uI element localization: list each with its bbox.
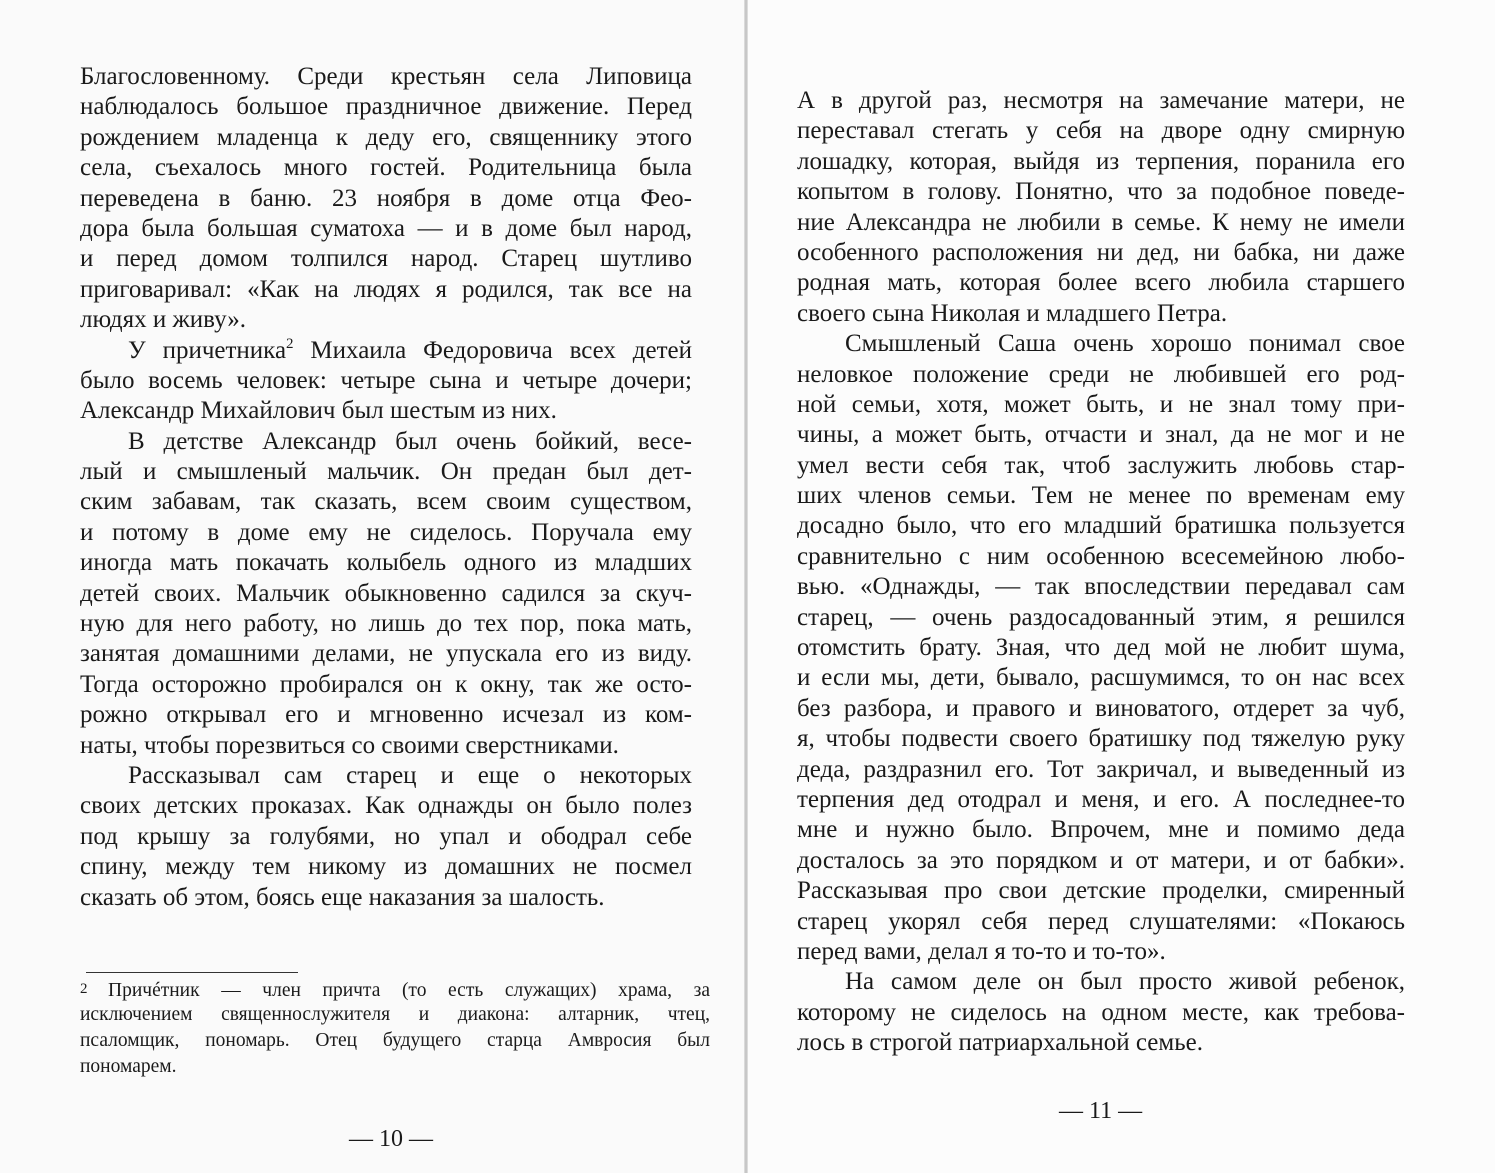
line-text: В детстве Александр был очень бойкий, весе-: [128, 427, 692, 455]
line-text: Тогда осторожно пробирался он к окну, так же осто-: [80, 670, 692, 698]
text-line: [80, 123, 692, 153]
line-text: неловкое положение среди не любившей его род-: [797, 360, 1405, 388]
line-text: иногда мать покачать колыбель одного из младших: [80, 549, 692, 577]
footnote-text: псаломщик, пономарь. Отец будущего старца Амвросия был: [80, 1030, 710, 1051]
text-line: [80, 305, 692, 335]
text-line: [80, 761, 692, 791]
footnote-text: исключением священнослужителя и диакона: алтарник, чтец,: [80, 1004, 710, 1025]
line-text: и перед домом толпился народ. Старец шутливо: [80, 245, 692, 273]
line-text: ние Александра не любили в семье. К нему не имели: [797, 208, 1405, 236]
text-line: [797, 603, 1405, 633]
line-text: рождением младенца к деду его, священнику этого: [80, 123, 692, 151]
line-text: сравнительно с ним особенною всесемейною любо-: [797, 542, 1405, 570]
left-body-text: [80, 62, 692, 913]
text-line: [80, 822, 692, 852]
text-line: [797, 299, 1405, 329]
text-line: [80, 366, 692, 396]
line-text: наблюдалось большое праздничное движение. Перед: [80, 93, 692, 121]
text-line: [797, 542, 1405, 572]
text-line: [797, 329, 1405, 359]
line-text: ную для него работу, но лишь до тех пор, пока мать,: [80, 610, 692, 638]
text-line: [80, 852, 692, 882]
text-line: [797, 633, 1405, 663]
text-line: [797, 147, 1405, 177]
line-text: спину, между тем никому из домашних не посмел: [80, 853, 692, 881]
text-line: [797, 876, 1405, 906]
text-line: [797, 907, 1405, 937]
line-text: особенного расположения ни дед, ни бабка, ни даже: [797, 238, 1405, 266]
footnote-line: [80, 1028, 710, 1054]
text-line: [80, 487, 692, 517]
text-line: [797, 815, 1405, 845]
line-text: копытом в голову. Понятно, что за подобное поведе-: [797, 178, 1405, 206]
line-text: Рассказывал сам старец и еще о некоторых: [128, 761, 692, 789]
footnote-mark: 2: [80, 981, 88, 997]
text-line: [797, 420, 1405, 450]
left-page: [0, 0, 744, 1173]
page-number-right: — 11 —: [1059, 1098, 1143, 1124]
line-text: умел вести себя так, чтоб заслужить любовь стар-: [797, 451, 1405, 479]
text-line: [797, 572, 1405, 602]
line-text: старец, — очень раздосадованный этим, я решился: [797, 603, 1405, 631]
text-line: [797, 755, 1405, 785]
line-text: перед вами, делал я то-то и то-то».: [797, 937, 1166, 965]
text-line: [80, 244, 692, 274]
line-text: досталось за это порядком и от матери, и от бабки».: [797, 846, 1405, 874]
line-text: без разбора, и правого и виноватого, отдерет за чуб,: [797, 694, 1405, 722]
line-text: было восемь человек: четыре сына и четыре дочери;: [80, 366, 692, 394]
text-line: [797, 785, 1405, 815]
footnote-reference: 2: [286, 335, 294, 352]
line-text: терпения дед отодрал и меня, и его. А последнее-то: [797, 785, 1405, 813]
footnote-line: [80, 976, 710, 1002]
text-line: [80, 518, 692, 548]
line-text: занятая домашними делами, не упускала его из виду.: [80, 640, 692, 668]
text-line: [80, 670, 692, 700]
line-text-continued: Михаила Федоровича всех детей: [293, 336, 692, 364]
line-text: переведена в баню. 23 ноября в доме отца Фео-: [80, 184, 692, 212]
line-text: отомстить брату. Зная, что дед мой не любит шума,: [797, 634, 1405, 662]
text-line: [80, 548, 692, 578]
line-text: людях и живу».: [80, 306, 246, 334]
text-line: [797, 177, 1405, 207]
line-text: переставал стегать у себя на дворе одну смирную: [797, 117, 1405, 145]
footnote-line: [80, 1054, 710, 1080]
text-line: [797, 481, 1405, 511]
text-line: [80, 92, 692, 122]
line-text: лось в строгой патриархальной семье.: [797, 1029, 1203, 1057]
text-line: [80, 336, 692, 366]
text-line: [80, 275, 692, 305]
text-line: [797, 694, 1405, 724]
line-text: У причетника: [128, 336, 287, 364]
line-text: деда, раздразнил его. Тот закричал, и выведенный из: [797, 755, 1405, 783]
line-text: лый и смышленый мальчик. Он предан был дет-: [80, 458, 692, 486]
line-text: дора была большая суматоха — и в доме был народ,: [80, 214, 692, 242]
footnote-line: [80, 1002, 710, 1028]
line-text: под крышу за голубями, но упал и ободрал себе: [80, 822, 692, 850]
text-line: [797, 724, 1405, 754]
line-text: ной семьи, хотя, может быть, и не знал тому при-: [797, 390, 1405, 418]
text-line: [80, 62, 692, 92]
text-line: [797, 663, 1405, 693]
text-line: [80, 184, 692, 214]
line-text: Рассказывая про свои детские проделки, смиренный: [797, 877, 1405, 905]
line-text: рожно открывал его и мгновенно исчезал из ком-: [80, 701, 692, 729]
line-text: которому не сиделось на одном месте, как требова-: [797, 998, 1405, 1026]
page-number-left: — 10 —: [349, 1126, 433, 1152]
footnote-text: Причéтник — член причта (то есть служащих) храма, за: [108, 980, 710, 1001]
line-text: Александр Михайлович был шестым из них.: [80, 397, 557, 425]
text-line: [797, 360, 1405, 390]
text-line: [797, 1028, 1405, 1058]
line-text: старец укорял себя перед слушателями: «Покаюсь: [797, 907, 1405, 935]
text-line: [797, 268, 1405, 298]
line-text: Смышленый Саша очень хорошо понимал свое: [845, 330, 1405, 358]
text-line: [80, 883, 692, 913]
line-text: села, съехалось много гостей. Родительница была: [80, 154, 692, 182]
text-line: [80, 396, 692, 426]
footnote-divider: [86, 972, 298, 973]
right-body-text: [797, 86, 1405, 1059]
text-line: [797, 390, 1405, 420]
line-text: ским забавам, так сказать, всем своим существом,: [80, 488, 692, 516]
text-line: [80, 153, 692, 183]
line-text: и если мы, дети, бывало, расшумимся, то он нас всех: [797, 664, 1405, 692]
footnote-text: пономарем.: [80, 1056, 177, 1077]
text-line: [80, 609, 692, 639]
line-text: приговаривал: «Как на людях я родился, так все на: [80, 275, 692, 303]
line-text: А в другой раз, несмотря на замечание матери, не: [797, 87, 1405, 114]
line-text: я, чтобы подвести своего братишку под тяжелую руку: [797, 725, 1405, 753]
line-text: мне и нужно было. Впрочем, мне и помимо деда: [797, 816, 1405, 844]
line-text: наты, чтобы порезвиться со своими сверстниками.: [80, 731, 619, 759]
text-line: [80, 457, 692, 487]
text-line: [797, 511, 1405, 541]
footnote: [80, 976, 710, 1080]
line-text: досадно было, что его младший братишка пользуется: [797, 512, 1405, 540]
text-line: [797, 998, 1405, 1028]
line-text: детей своих. Мальчик обыкновенно садился за скуч-: [80, 579, 692, 607]
line-text: чины, а может быть, отчасти и знал, да не мог и не: [797, 421, 1405, 449]
text-line: [80, 791, 692, 821]
text-line: [797, 116, 1405, 146]
line-text: На самом деле он был просто живой ребенок,: [845, 968, 1405, 996]
text-line: [797, 967, 1405, 997]
text-line: [797, 238, 1405, 268]
text-line: [80, 639, 692, 669]
text-line: [797, 451, 1405, 481]
line-text: вью. «Однажды, — так впоследствии передавал сам: [797, 573, 1405, 601]
text-line: [80, 427, 692, 457]
text-line: [797, 86, 1405, 116]
right-page: [748, 0, 1495, 1173]
text-line: [797, 208, 1405, 238]
text-line: [80, 731, 692, 761]
line-text: лошадку, которая, выйдя из терпения, поранила его: [797, 147, 1405, 175]
line-text: и потому в доме ему не сиделось. Поручала ему: [80, 518, 692, 546]
text-line: [80, 700, 692, 730]
text-line: [797, 937, 1405, 967]
text-line: [80, 214, 692, 244]
text-line: [797, 846, 1405, 876]
line-text: сказать об этом, боясь еще наказания за шалость.: [80, 883, 605, 911]
line-text: своего сына Николая и младшего Петра.: [797, 299, 1228, 327]
line-text: своих детских проказах. Как однажды он было полез: [80, 792, 692, 820]
text-line: [80, 579, 692, 609]
line-text: родная мать, которая более всего любила старшего: [797, 269, 1405, 297]
line-text: ших членов семьи. Тем не менее по временам ему: [797, 482, 1405, 510]
line-text: Благословенному. Среди крестьян села Липовица: [80, 63, 692, 90]
